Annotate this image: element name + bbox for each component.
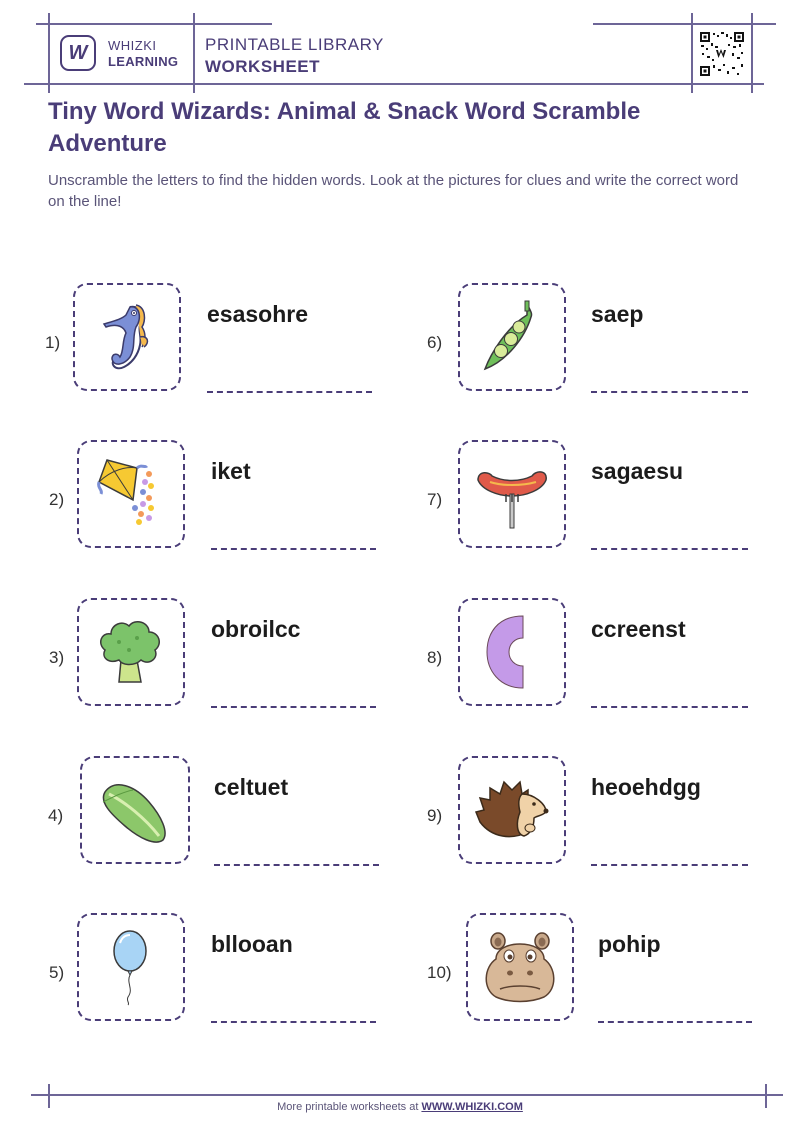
answer-line[interactable] — [598, 1021, 752, 1023]
picture-card — [466, 913, 574, 1021]
qr-code-icon — [699, 31, 745, 77]
hedgehog-icon — [472, 772, 552, 848]
balloon-icon — [106, 927, 156, 1007]
header-rule-v4 — [751, 13, 753, 93]
header-rule-v3 — [691, 13, 693, 93]
question-number: 1) — [45, 333, 61, 352]
answer-line[interactable] — [211, 706, 376, 708]
picture-card — [80, 756, 190, 864]
question-item — [45, 283, 375, 398]
header-rule-top-left — [36, 23, 272, 25]
picture-card — [77, 598, 185, 706]
header-rule-bottom — [24, 83, 764, 85]
question-number: 3) — [49, 648, 65, 667]
header-rule-v1 — [48, 13, 50, 93]
picture-card — [458, 440, 566, 548]
footer-website-link[interactable]: WWW.WHIZKI.COM — [421, 1101, 523, 1113]
lettuce-icon — [95, 772, 175, 848]
seahorse-icon — [96, 297, 158, 377]
question-number: 9) — [427, 806, 443, 825]
question-number: 7) — [427, 490, 443, 509]
question-item — [427, 283, 757, 398]
answer-line[interactable] — [211, 1021, 376, 1023]
library-label: PRINTABLE LIBRARY — [205, 35, 384, 54]
question-item — [48, 756, 378, 871]
answer-line[interactable] — [591, 706, 748, 708]
question-item — [49, 440, 379, 555]
picture-card — [458, 283, 566, 391]
picture-card — [73, 283, 181, 391]
whizki-logo — [60, 35, 96, 71]
header-rule-v2 — [193, 13, 195, 93]
question-item — [427, 440, 757, 555]
question-item — [427, 756, 757, 871]
scrambled-word: bllooan — [211, 931, 293, 957]
question-item — [49, 913, 379, 1028]
scrambled-word: pohip — [598, 931, 661, 957]
worksheet-title: Tiny Word Wizards: Animal & Snack Word Scramble Adventure — [48, 98, 641, 157]
footer-rule — [31, 1094, 783, 1096]
header-rule-top-right — [593, 23, 776, 25]
answer-line[interactable] — [591, 548, 748, 550]
crescent-icon — [477, 612, 547, 692]
picture-card — [77, 913, 185, 1021]
picture-card — [458, 756, 566, 864]
picture-card — [77, 440, 185, 548]
answer-line[interactable] — [591, 864, 748, 866]
logo-letter: W — [68, 41, 88, 64]
footer-text: More printable worksheets at — [277, 1101, 422, 1113]
worksheet-instructions: Unscramble the letters to find the hidden words. Look at the pictures for clues and write the correct word on the line! — [48, 172, 739, 210]
question-number: 4) — [48, 806, 64, 825]
scrambled-word: esasohre — [207, 301, 309, 327]
answer-line[interactable] — [211, 548, 376, 550]
answer-line[interactable] — [207, 391, 372, 393]
kite-icon — [93, 456, 169, 532]
question-number: 2) — [49, 490, 65, 509]
pea-pod-icon — [477, 297, 547, 377]
question-number: 8) — [427, 648, 443, 667]
sausage-icon — [470, 456, 554, 532]
scrambled-word: obroilcc — [211, 616, 301, 642]
question-item — [427, 913, 757, 1028]
scrambled-word: sagaesu — [591, 458, 684, 484]
question-number: 6) — [427, 333, 443, 352]
brand-name: WHIZKI — [108, 38, 157, 53]
hippo-icon — [480, 929, 560, 1005]
answer-line[interactable] — [214, 864, 379, 866]
question-number: 10) — [427, 963, 452, 982]
broccoli-icon — [93, 614, 169, 690]
scrambled-word: celtuet — [214, 774, 289, 800]
question-number: 5) — [49, 963, 65, 982]
footer — [0, 1101, 800, 1113]
question-item — [427, 598, 757, 713]
question-item — [49, 598, 379, 713]
scrambled-word: ccreenst — [591, 616, 686, 642]
scrambled-word: iket — [211, 458, 251, 484]
picture-card — [458, 598, 566, 706]
doc-type-label: WORKSHEET — [205, 57, 320, 76]
scrambled-word: saep — [591, 301, 644, 327]
answer-line[interactable] — [591, 391, 748, 393]
brand-subname: LEARNING — [108, 54, 179, 69]
scrambled-word: heoehdgg — [591, 774, 701, 800]
